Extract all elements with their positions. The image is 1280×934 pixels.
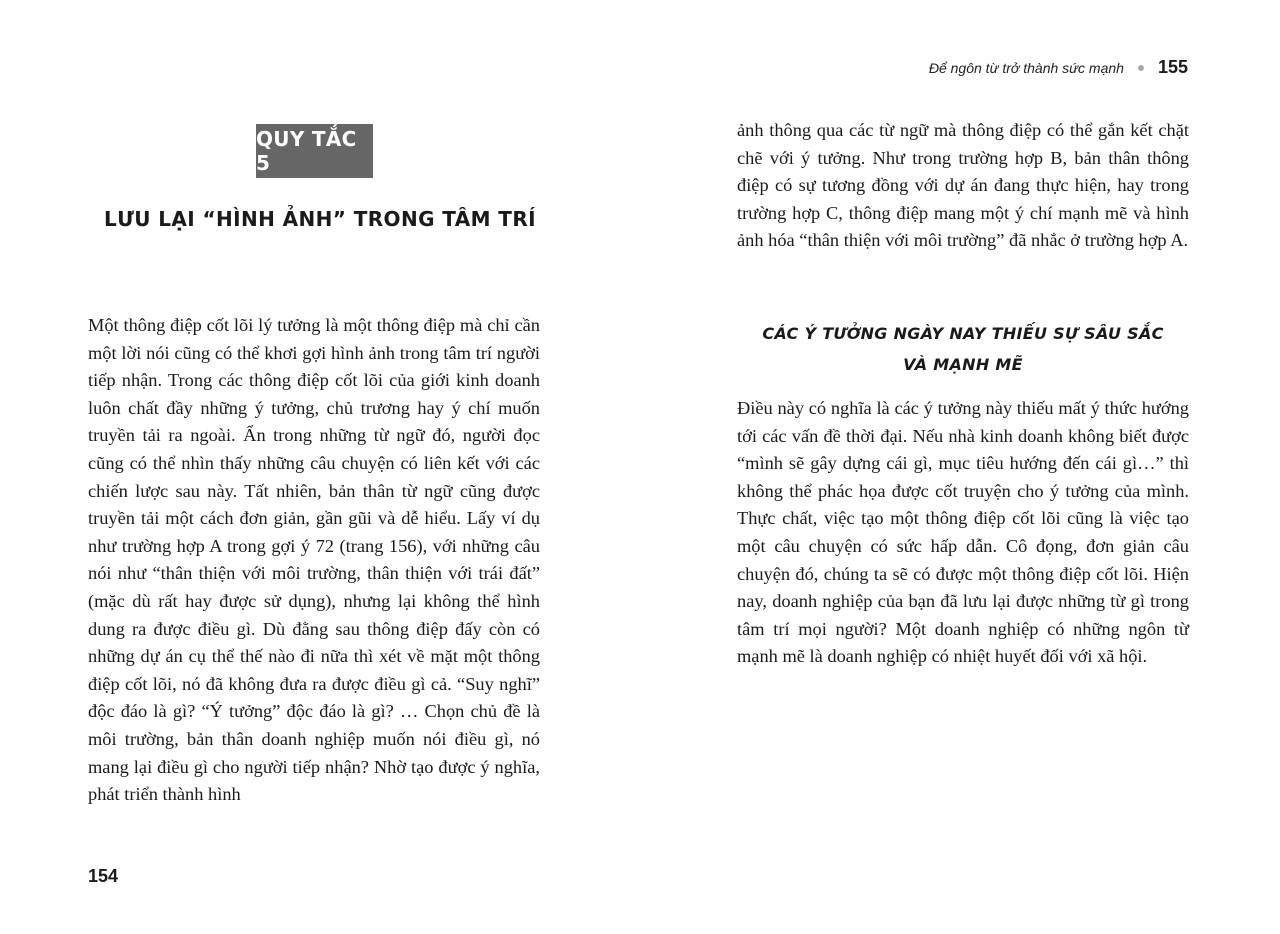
right-body-paragraph-bottom: Điều này có nghĩa là các ý tưởng này thiếu mất ý thức hướng tới các vấn đề thời đại. Nếu nhà kinh doanh không biết được “mình sẽ gây dựng cái gì, mục tiêu hướng đến cái gì…” thì không thể phác họa được cốt truyện cho ý tưởng của mình. Thực chất, việc tạo một thông điệp cốt lõi cũng là việc tạo một câu chuyện có sức hấp dẫn. Cô đọng, đơn giản câu chuyện đó, chúng ta sẽ có được một thông điệp cốt lõi. Hiện nay, doanh nghiệp của bạn đã lưu lại được những từ gì trong tâm trí mọi người? Một doanh nghiệp có những ngôn từ mạnh mẽ là doanh nghiệp có nhiệt huyết đối với xã hội. — [737, 398, 1189, 667]
section-subheading — [737, 318, 1189, 380]
right-page — [640, 0, 1280, 934]
subheading-line-1: CÁC Ý TƯỞNG NGÀY NAY THIẾU SỰ SÂU SẮC — [762, 324, 1164, 343]
rule-title: LƯU LẠI “HÌNH ẢNH” TRONG TÂM TRÍ — [104, 207, 536, 231]
right-body-paragraph-top: ảnh thông qua các từ ngữ mà thông điệp có thể gắn kết chặt chẽ với ý tưởng. Như trong trường hợp B, bản thân thông điệp có sự tương đồng với dự án đang thực hiện, hay trong trường hợp C, thông điệp mang một ý chí mạnh mẽ và hình ảnh hóa “thân thiện với môi trường” đã nhắc ở trường hợp A. — [737, 120, 1189, 251]
page-number-right: 155 — [1157, 57, 1188, 77]
running-header — [929, 57, 1188, 78]
page-number-left: 154 — [88, 866, 119, 886]
running-header-title: Để ngôn từ trở thành sức mạnh — [928, 59, 1124, 76]
subheading-line-2: VÀ MẠNH MẼ — [903, 355, 1023, 374]
left-body-text — [88, 312, 540, 809]
bullet-icon — [1138, 65, 1144, 71]
left-body-paragraph: Một thông điệp cốt lõi lý tưởng là một thông điệp mà chỉ cần một lời nói cũng có thể khơi gợi hình ảnh trong tâm trí người tiếp nhận. Trong các thông điệp cốt lõi của giới kinh doanh luôn chất đầy những ý tưởng, chủ trương hay ý chí muốn truyền tải ra ngoài. Ẩn trong những từ ngữ đó, người đọc cũng có thể nhìn thấy những câu chuyện có liên kết với các chiến lược sau này. Tất nhiên, bản thân từ ngữ cũng được truyền tải một cách đơn giản, gần gũi và dễ hiểu. Lấy ví dụ như trường hợp A trong gợi ý 72 (trang 156), với những câu nói như “thân thiện với môi trường, thân thiện với trái đất” (mặc dù rất hay được sử dụng), nhưng lại không thể hình dung ra được điều gì. Dù đằng sau thông điệp đấy còn có những dự án cụ thể thế nào đi nữa thì xét về mặt một thông điệp cốt lõi, nó đã không đưa ra được điều gì cả. “Suy nghĩ” độc đáo là gì? “Ý tưởng” độc đáo là gì? … Chọn chủ đề là môi trường, bản thân doanh nghiệp muốn nói điều gì, nó mang lại điều gì cho người tiếp nhận? Nhờ tạo được ý nghĩa, phát triển thành hình — [88, 315, 540, 805]
right-body-text-top — [737, 117, 1189, 255]
rule-badge: QUY TẮC 5 — [256, 124, 373, 178]
right-body-text-bottom — [737, 395, 1189, 671]
